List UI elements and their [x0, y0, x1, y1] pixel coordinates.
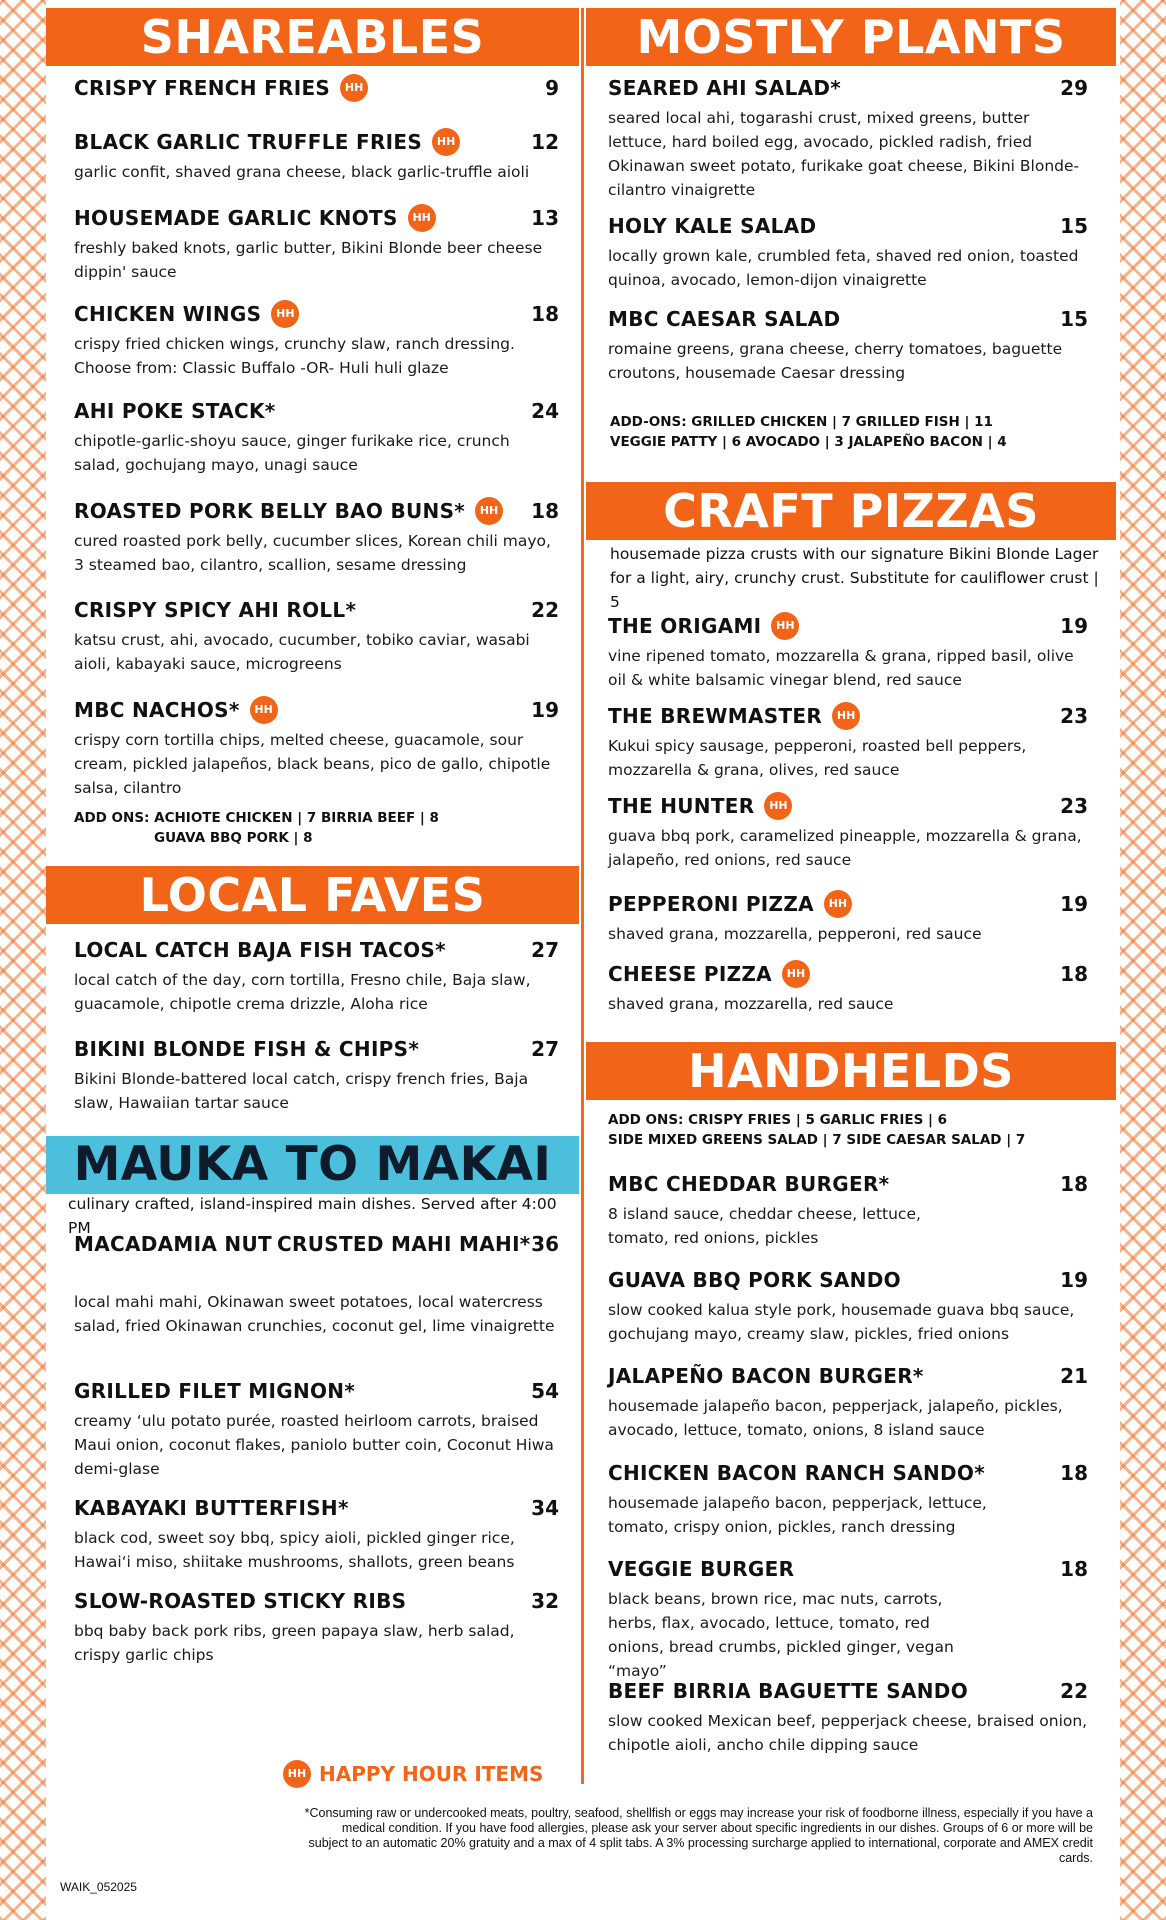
section-title-local-faves: LOCAL FAVES: [46, 866, 579, 924]
menu-item: [608, 1677, 1088, 1757]
item-name: CRISPY SPICY AHI ROLL*: [74, 598, 357, 622]
item-description: bbq baby back pork ribs, green papaya slaw, herb salad, crispy garlic chips: [74, 1622, 515, 1664]
happy-hour-legend: [283, 1758, 543, 1790]
item-price: 27: [531, 938, 559, 962]
item-description: locally grown kale, crumbled feta, shaved red onion, toasted quinoa, avocado, lemon-dijon vinaigrette: [608, 247, 1079, 289]
item-name: BLACK GARLIC TRUFFLE FRIES: [74, 130, 423, 154]
item-name: SEARED AHI SALAD*: [608, 76, 842, 100]
item-price: 36: [531, 1232, 559, 1256]
item-price: 19: [1060, 892, 1088, 916]
decorative-border-left: [0, 0, 46, 1920]
item-description: guava bbq pork, caramelized pineapple, mozzarella & grana, jalapeño, red onions, red sauce: [608, 827, 1082, 869]
item-description: vine ripened tomato, mozzarella & grana, ripped basil, olive oil & white balsamic vinegar blend, red sauce: [608, 647, 1074, 689]
item-description: housemade jalapeño bacon, pepperjack, lettuce, tomato, crispy onion, pickles, ranch dressing: [608, 1494, 987, 1536]
item-price: 19: [531, 698, 559, 722]
item-name: THE HUNTER: [608, 794, 755, 818]
menu-item: [608, 305, 1088, 385]
menu-item: [608, 74, 1088, 202]
item-name: LOCAL CATCH BAJA FISH TACOS*: [74, 938, 446, 962]
item-name: CRISPY FRENCH FRIES: [74, 76, 331, 100]
item-description: Kukui spicy sausage, pepperoni, roasted bell peppers, mozzarella & grana, olives, red sauce: [608, 737, 1027, 779]
item-name: HOLY KALE SALAD: [608, 214, 817, 238]
menu-item: [74, 596, 559, 676]
item-description: local mahi mahi, Okinawan sweet potatoes, local watercress salad, fried Okinawan crunchies, coconut gel, lime vinaigrette: [74, 1293, 555, 1335]
menu-item: [74, 497, 559, 577]
menu-item: [608, 890, 1088, 946]
menu-item: [74, 1587, 559, 1667]
item-description: cured roasted pork belly, cucumber slices, Korean chili mayo, 3 steamed bao, cilantro, scallion, sesame dressing: [74, 532, 551, 574]
item-price: 19: [1060, 1268, 1088, 1292]
item-price: 23: [1060, 704, 1088, 728]
menu-item: [74, 696, 559, 800]
item-description: creamy ‘ulu potato purée, roasted heirloom carrots, braised Maui onion, coconut flakes, paniolo butter coin, Coconut Hiwa demi-glase: [74, 1412, 554, 1478]
item-name: CHICKEN BACON RANCH SANDO*: [608, 1461, 985, 1485]
menu-item: [608, 960, 1088, 1016]
item-price: 54: [531, 1379, 559, 1403]
item-name: SLOW-ROASTED STICKY RIBS: [74, 1589, 407, 1613]
item-price: 21: [1060, 1364, 1088, 1388]
handhelds-addons-line-2: SIDE MIXED GREENS SALAD | 7 SIDE CAESAR SALAD | 7: [608, 1132, 1026, 1148]
menu-item: [74, 936, 559, 1016]
item-price: 9: [545, 76, 559, 100]
item-price: 22: [531, 598, 559, 622]
item-price: 22: [1060, 1679, 1088, 1703]
section-title-mostly-plants: MOSTLY PLANTS: [586, 8, 1116, 66]
menu-item: [608, 1555, 1088, 1683]
happy-hour-badge: HH: [408, 204, 436, 232]
item-price: 15: [1060, 214, 1088, 238]
mauka-intro: culinary crafted, island-inspired main dishes. Served after 4:00 PM: [68, 1195, 557, 1237]
happy-hour-badge: HH: [782, 960, 810, 988]
menu-item: [608, 792, 1088, 872]
item-description: romaine greens, grana cheese, cherry tomatoes, baguette croutons, housemade Caesar dressing: [608, 340, 1063, 382]
item-price: 24: [531, 399, 559, 423]
happy-hour-badge: HH: [475, 497, 503, 525]
menu-item: [74, 397, 559, 477]
menu-item: [74, 1377, 559, 1481]
item-price: 18: [1060, 1461, 1088, 1485]
item-name: THE ORIGAMI: [608, 614, 762, 638]
item-description: housemade jalapeño bacon, pepperjack, jalapeño, pickles, avocado, lettuce, tomato, onions, 8 island sauce: [608, 1397, 1063, 1439]
section-title-mauka-to-makai: MAUKA TO MAKAI: [46, 1136, 579, 1194]
happy-hour-badge: HH: [283, 1760, 311, 1788]
item-price: 19: [1060, 614, 1088, 638]
item-price: 13: [531, 206, 559, 230]
item-price: 18: [531, 499, 559, 523]
item-description: slow cooked Mexican beef, pepperjack cheese, braised onion, chipotle aioli, ancho chile dipping sauce: [608, 1712, 1088, 1754]
item-description: shaved grana, mozzarella, red sauce: [608, 995, 894, 1013]
item-name: VEGGIE BURGER: [608, 1557, 795, 1581]
consumer-advisory-footnote: *Consuming raw or undercooked meats, poultry, seafood, shellfish or eggs may increase your risk of foodborne illness, especially if you have a medical condition. If you have food allergies, please ask your server about specific ingredients in our dishes. Groups of 6 or more will be subject to an automatic 20% gratuity and a max of 4 split tabs. A 3% processing surcharge applied to international, corporate and AMEX credit cards.: [304, 1806, 1093, 1865]
happy-hour-badge: HH: [432, 128, 460, 156]
plants-addons-line-2: VEGGIE PATTY | 6 AVOCADO | 3 JALAPEÑO BACON | 4: [610, 434, 1007, 450]
menu-item: [608, 212, 1088, 292]
item-price: 18: [531, 302, 559, 326]
item-price: 32: [531, 1589, 559, 1613]
menu-item: [608, 1170, 1088, 1250]
happy-hour-badge: HH: [832, 702, 860, 730]
column-divider: [581, 8, 584, 1784]
menu-item: [74, 1230, 559, 1338]
item-description: black beans, brown rice, mac nuts, carrots, herbs, flax, avocado, lettuce, tomato, red onions, bread crumbs, pickled ginger, vegan “mayo”: [608, 1590, 954, 1680]
happy-hour-badge: HH: [271, 300, 299, 328]
decorative-border-right: [1120, 0, 1166, 1920]
item-description: slow cooked kalua style pork, housemade guava bbq sauce, gochujang mayo, creamy slaw, pickles, fried onions: [608, 1301, 1075, 1343]
item-description: freshly baked knots, garlic butter, Bikini Blonde beer cheese dippin' sauce: [74, 239, 543, 281]
item-description: chipotle-garlic-shoyu sauce, ginger furikake rice, crunch salad, gochujang mayo, unagi sauce: [74, 432, 510, 474]
menu-item: [74, 204, 559, 284]
happy-hour-badge: HH: [340, 74, 368, 102]
item-price: 12: [531, 130, 559, 154]
menu-item: [608, 1362, 1088, 1442]
item-name: MBC CHEDDAR BURGER*: [608, 1172, 890, 1196]
item-name: BEEF BIRRIA BAGUETTE SANDO: [608, 1679, 968, 1703]
item-name: CHICKEN WINGS: [74, 302, 262, 326]
item-description: crispy corn tortilla chips, melted cheese, guacamole, sour cream, pickled jalapeños, black beans, pico de gallo, chipotle salsa, cilantro: [74, 731, 551, 797]
item-description: 8 island sauce, cheddar cheese, lettuce, tomato, red onions, pickles: [608, 1205, 921, 1247]
item-name: JALAPEÑO BACON BURGER*: [608, 1364, 924, 1388]
menu-item: [74, 1035, 559, 1115]
menu-item: [74, 1494, 559, 1574]
item-name: KABAYAKI BUTTERFISH*: [74, 1496, 349, 1520]
shareables-addons-line-1: ADD ONS: ACHIOTE CHICKEN | 7 BIRRIA BEEF | 8: [74, 810, 439, 826]
item-name: THE BREWMASTER: [608, 704, 823, 728]
item-name: MBC CAESAR SALAD: [608, 307, 841, 331]
item-name-line-1: MACADAMIA NUT: [74, 1232, 272, 1256]
happy-hour-badge: HH: [764, 792, 792, 820]
section-title-craft-pizzas: CRAFT PIZZAS: [586, 482, 1116, 540]
item-description: crispy fried chicken wings, crunchy slaw, ranch dressing. Choose from: Classic Buffalo -OR- Huli huli glaze: [74, 335, 515, 377]
item-name: GUAVA BBQ PORK SANDO: [608, 1268, 901, 1292]
item-price: 18: [1060, 1557, 1088, 1581]
item-description: garlic confit, shaved grana cheese, black garlic-truffle aioli: [74, 163, 530, 181]
item-price: 29: [1060, 76, 1088, 100]
item-description: katsu crust, ahi, avocado, cucumber, tobiko caviar, wasabi aioli, kabayaki sauce, microgreens: [74, 631, 530, 673]
item-price: 23: [1060, 794, 1088, 818]
item-name: MBC NACHOS*: [74, 698, 240, 722]
menu-item: [74, 74, 559, 104]
item-price: 18: [1060, 962, 1088, 986]
item-name: PEPPERONI PIZZA: [608, 892, 814, 916]
item-name: ROASTED PORK BELLY BAO BUNS*: [74, 499, 466, 523]
item-name: CHEESE PIZZA: [608, 962, 772, 986]
menu-item: [74, 300, 559, 380]
item-price: 34: [531, 1496, 559, 1520]
happy-hour-badge: HH: [771, 612, 799, 640]
menu-item: [608, 702, 1088, 782]
pizzas-intro: housemade pizza crusts with our signature Bikini Blonde Lager for a light, airy, crunchy crust. Substitute for cauliflower crust | 5: [610, 545, 1099, 611]
item-description: seared local ahi, togarashi crust, mixed greens, butter lettuce, hard boiled egg, avocado, pickled radish, fried Okinawan sweet potato, furikake goat cheese, Bikini Blonde-cilantro vinaigrette: [608, 109, 1080, 199]
item-description: Bikini Blonde-battered local catch, crispy french fries, Baja slaw, Hawaiian tartar sauce: [74, 1070, 529, 1112]
menu-item: [608, 1459, 1088, 1539]
menu-item: [608, 1266, 1088, 1346]
item-name: HOUSEMADE GARLIC KNOTS: [74, 206, 398, 230]
happy-hour-legend-label: HAPPY HOUR ITEMS: [319, 1762, 544, 1786]
menu-item: [608, 612, 1088, 692]
shareables-addons-line-2: GUAVA BBQ PORK | 8: [154, 830, 313, 846]
menu-code: WAIK_052025: [60, 1880, 137, 1894]
item-name: AHI POKE STACK*: [74, 399, 276, 423]
item-price: 18: [1060, 1172, 1088, 1196]
item-name: BIKINI BLONDE FISH & CHIPS*: [74, 1037, 420, 1061]
item-price: 15: [1060, 307, 1088, 331]
menu-item: [74, 128, 559, 184]
item-name-line-2: CRUSTED MAHI MAHI*: [277, 1232, 531, 1256]
item-description: local catch of the day, corn tortilla, Fresno chile, Baja slaw, guacamole, chipotle crema drizzle, Aloha rice: [74, 971, 531, 1013]
happy-hour-badge: HH: [824, 890, 852, 918]
happy-hour-badge: HH: [250, 696, 278, 724]
section-title-shareables: SHAREABLES: [46, 8, 579, 66]
item-description: black cod, sweet soy bbq, spicy aioli, pickled ginger rice, Hawai‘i miso, shiitake mushrooms, shallots, green beans: [74, 1529, 515, 1571]
section-title-handhelds: HANDHELDS: [586, 1042, 1116, 1100]
item-price: 27: [531, 1037, 559, 1061]
handhelds-addons-line-1: ADD ONS: CRISPY FRIES | 5 GARLIC FRIES | 6: [608, 1112, 948, 1128]
item-description: shaved grana, mozzarella, pepperoni, red sauce: [608, 925, 982, 943]
item-name: GRILLED FILET MIGNON*: [74, 1379, 356, 1403]
plants-addons-line-1: ADD-ONS: GRILLED CHICKEN | 7 GRILLED FISH | 11: [610, 414, 993, 430]
